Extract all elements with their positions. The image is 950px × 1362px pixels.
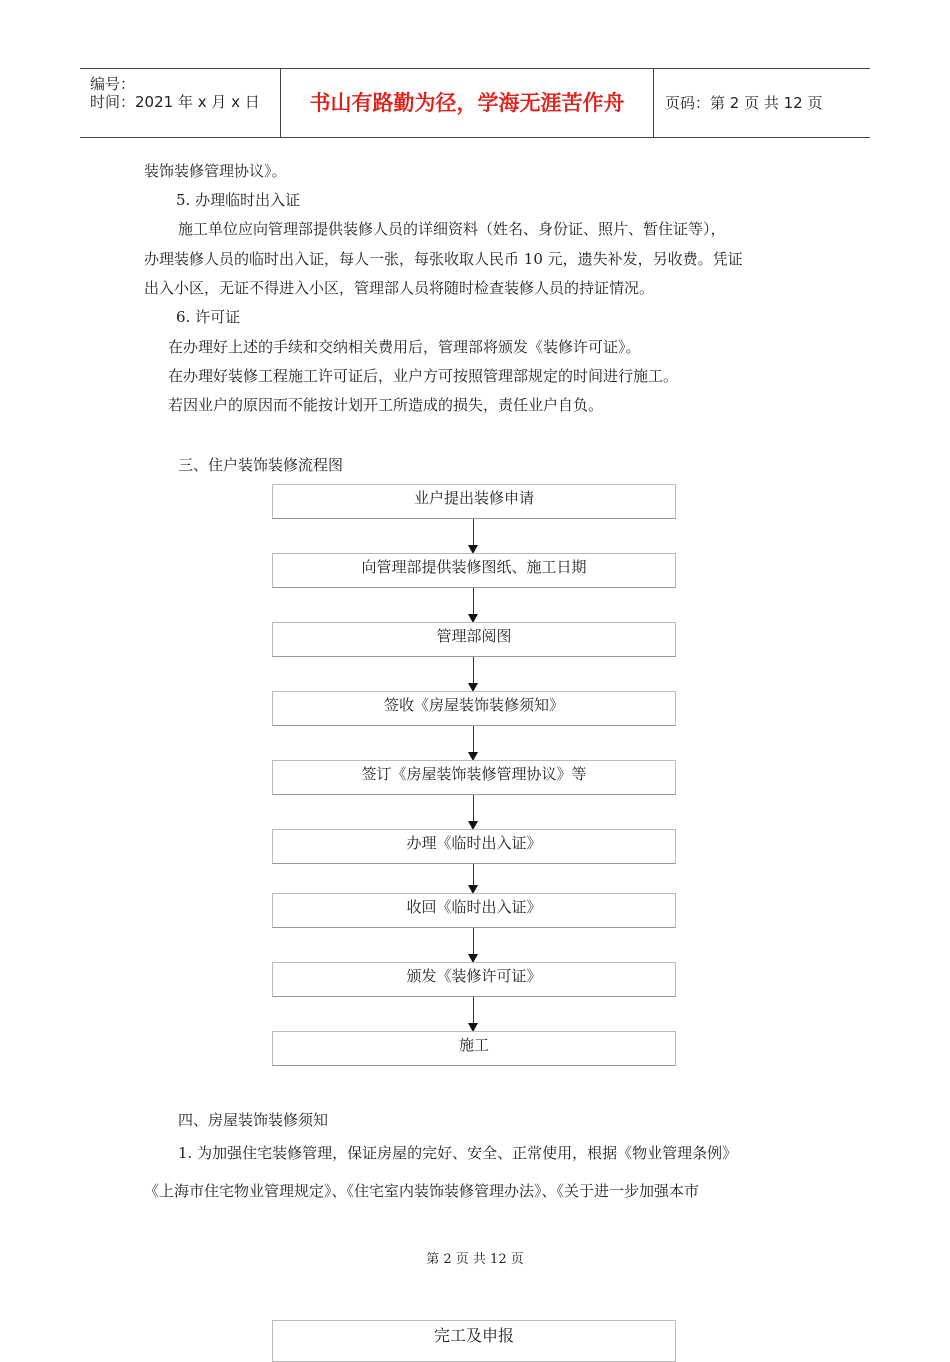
flow-step: 施工 bbox=[272, 1031, 676, 1066]
time-label: 时间：2021 年 x 月 x 日 bbox=[90, 93, 260, 111]
body-line: 施工单位应向管理部提供装修人员的详细资料（姓名、身份证、照片、暂住证等）， bbox=[178, 220, 726, 238]
flow-connector bbox=[473, 795, 474, 821]
flow-step: 颁发《装修许可证》 bbox=[272, 962, 676, 997]
flow-step: 办理《临时出入证》 bbox=[272, 829, 676, 864]
body-line: 6. 许可证 bbox=[176, 308, 241, 326]
flow-connector bbox=[473, 519, 474, 545]
flow-connector bbox=[473, 997, 474, 1023]
body-line: 出入小区，无证不得进入小区，管理部人员将随时检查装修人员的持证情况。 bbox=[144, 279, 655, 297]
flow-connector bbox=[473, 864, 474, 885]
flow-step: 管理部阅图 bbox=[272, 622, 676, 657]
body-line: 《上海市住宅物业管理规定》、《住宅室内装饰装修管理办法》、《关于进一步加强本市 bbox=[144, 1182, 700, 1200]
flow-connector bbox=[473, 726, 474, 752]
flow-step: 签订《房屋装饰装修管理协议》等 bbox=[272, 760, 676, 795]
header-motto: 书山有路勤为径，学海无涯苦作舟 bbox=[281, 69, 654, 137]
page-number-label: 页码：第 2 页 共 12 页 bbox=[665, 94, 823, 112]
body-line: 装饰装修管理协议》。 bbox=[144, 162, 287, 180]
header-meta bbox=[80, 69, 281, 137]
code-label: 编号： bbox=[90, 75, 136, 93]
next-page-flow-step: 完工及申报 bbox=[272, 1320, 676, 1362]
flow-step: 向管理部提供装修图纸、施工日期 bbox=[272, 553, 676, 588]
page-header bbox=[80, 68, 870, 138]
body-line: 若因业户的原因而不能按计划开工所造成的损失，责任业户自负。 bbox=[168, 396, 604, 414]
section-title: 三、住户装饰装修流程图 bbox=[178, 456, 344, 474]
body-line: 在办理好装修工程施工许可证后，业户方可按照管理部规定的时间进行施工。 bbox=[168, 367, 679, 385]
flow-step: 业户提出装修申请 bbox=[272, 484, 676, 519]
body-line: 5. 办理临时出入证 bbox=[176, 191, 301, 209]
flow-connector bbox=[473, 588, 474, 614]
flow-connector bbox=[473, 928, 474, 954]
body-line: 办理装修人员的临时出入证，每人一张，每张收取人民币 10 元，遗失补发，另收费。凭证 bbox=[144, 250, 743, 268]
flow-step: 收回《临时出入证》 bbox=[272, 893, 676, 928]
body-line: 1. 为加强住宅装修管理，保证房屋的完好、安全、正常使用，根据《物业管理条例》 bbox=[178, 1144, 738, 1162]
body-line: 在办理好上述的手续和交纳相关费用后，管理部将颁发《装修许可证》。 bbox=[168, 338, 641, 356]
flow-connector bbox=[473, 657, 474, 683]
section-title: 四、房屋装饰装修须知 bbox=[178, 1111, 329, 1129]
page-footer: 第 2 页 共 12 页 bbox=[426, 1252, 524, 1267]
flow-step: 签收《房屋装饰装修须知》 bbox=[272, 691, 676, 726]
